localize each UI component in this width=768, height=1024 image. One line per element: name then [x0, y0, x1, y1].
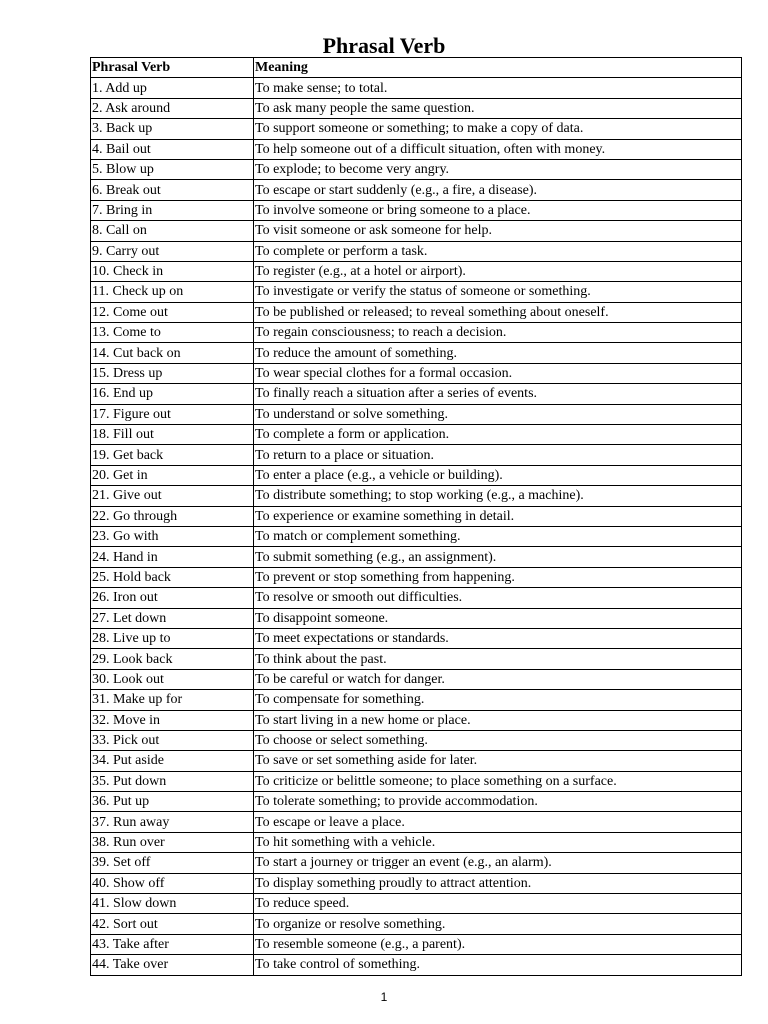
table-row: [91, 343, 742, 363]
table-row: [91, 384, 742, 404]
phrasal-verb-cell: 31. Make up for: [91, 690, 254, 710]
phrasal-verb-cell: 39. Set off: [91, 853, 254, 873]
phrasal-verb-cell: 9. Carry out: [91, 241, 254, 261]
meaning-cell: To start living in a new home or place.: [254, 710, 742, 730]
phrasal-verb-cell: 40. Show off: [91, 873, 254, 893]
table-row: [91, 730, 742, 750]
phrasal-verb-cell: 7. Bring in: [91, 200, 254, 220]
column-header-meaning: Meaning: [254, 58, 742, 78]
meaning-cell: To involve someone or bring someone to a place.: [254, 200, 742, 220]
phrasal-verb-cell: 5. Blow up: [91, 159, 254, 179]
meaning-cell: To investigate or verify the status of someone or something.: [254, 282, 742, 302]
table-row: [91, 486, 742, 506]
meaning-cell: To disappoint someone.: [254, 608, 742, 628]
table-row: [91, 282, 742, 302]
meaning-cell: To resemble someone (e.g., a parent).: [254, 934, 742, 954]
phrasal-verb-cell: 37. Run away: [91, 812, 254, 832]
table-body: [91, 78, 742, 975]
table-row: [91, 302, 742, 322]
phrasal-verb-cell: 35. Put down: [91, 771, 254, 791]
table-row: [91, 78, 742, 98]
table-row: [91, 425, 742, 445]
table-row: [91, 955, 742, 975]
phrasal-verb-cell: 19. Get back: [91, 445, 254, 465]
phrasal-verb-cell: 17. Figure out: [91, 404, 254, 424]
page-number: 1: [380, 990, 388, 1004]
column-header-phrasal-verb: Phrasal Verb: [91, 58, 254, 78]
table-row: [91, 649, 742, 669]
phrasal-verb-cell: 11. Check up on: [91, 282, 254, 302]
meaning-cell: To start a journey or trigger an event (e.g., an alarm).: [254, 853, 742, 873]
phrasal-verb-cell: 43. Take after: [91, 934, 254, 954]
table-row: [91, 894, 742, 914]
phrasal-verb-cell: 34. Put aside: [91, 751, 254, 771]
table-row: [91, 139, 742, 159]
meaning-cell: To compensate for something.: [254, 690, 742, 710]
meaning-cell: To escape or leave a place.: [254, 812, 742, 832]
table-row: [91, 792, 742, 812]
meaning-cell: To think about the past.: [254, 649, 742, 669]
phrasal-verb-cell: 36. Put up: [91, 792, 254, 812]
meaning-cell: To enter a place (e.g., a vehicle or building).: [254, 465, 742, 485]
phrasal-verb-cell: 2. Ask around: [91, 98, 254, 118]
meaning-cell: To be careful or watch for danger.: [254, 669, 742, 689]
meaning-cell: To organize or resolve something.: [254, 914, 742, 934]
meaning-cell: To ask many people the same question.: [254, 98, 742, 118]
phrasal-verb-cell: 28. Live up to: [91, 628, 254, 648]
phrasal-verb-cell: 25. Hold back: [91, 567, 254, 587]
meaning-cell: To meet expectations or standards.: [254, 628, 742, 648]
meaning-cell: To take control of something.: [254, 955, 742, 975]
table-row: [91, 628, 742, 648]
phrasal-verb-cell: 23. Go with: [91, 526, 254, 546]
phrasal-verb-cell: 41. Slow down: [91, 894, 254, 914]
phrasal-verb-cell: 27. Let down: [91, 608, 254, 628]
meaning-cell: To understand or solve something.: [254, 404, 742, 424]
meaning-cell: To register (e.g., at a hotel or airport).: [254, 261, 742, 281]
phrasal-verb-cell: 26. Iron out: [91, 588, 254, 608]
table-row: [91, 873, 742, 893]
table-row: [91, 241, 742, 261]
table-row: [91, 690, 742, 710]
phrasal-verb-cell: 1. Add up: [91, 78, 254, 98]
table-row: [91, 180, 742, 200]
meaning-cell: To help someone out of a difficult situation, often with money.: [254, 139, 742, 159]
table-row: [91, 588, 742, 608]
table-row: [91, 98, 742, 118]
table-row: [91, 221, 742, 241]
phrasal-verb-cell: 4. Bail out: [91, 139, 254, 159]
phrasal-verb-cell: 33. Pick out: [91, 730, 254, 750]
meaning-cell: To choose or select something.: [254, 730, 742, 750]
meaning-cell: To escape or start suddenly (e.g., a fire, a disease).: [254, 180, 742, 200]
meaning-cell: To complete or perform a task.: [254, 241, 742, 261]
phrasal-verb-cell: 15. Dress up: [91, 363, 254, 383]
table-row: [91, 119, 742, 139]
phrasal-verb-cell: 24. Hand in: [91, 547, 254, 567]
table-row: [91, 812, 742, 832]
meaning-cell: To be published or released; to reveal something about oneself.: [254, 302, 742, 322]
phrasal-verb-cell: 18. Fill out: [91, 425, 254, 445]
table-row: [91, 914, 742, 934]
table-row: [91, 526, 742, 546]
meaning-cell: To resolve or smooth out difficulties.: [254, 588, 742, 608]
table-row: [91, 608, 742, 628]
table-row: [91, 506, 742, 526]
meaning-cell: To tolerate something; to provide accommodation.: [254, 792, 742, 812]
meaning-cell: To save or set something aside for later.: [254, 751, 742, 771]
phrasal-verb-cell: 30. Look out: [91, 669, 254, 689]
table-row: [91, 465, 742, 485]
table-row: [91, 404, 742, 424]
phrasal-verb-cell: 42. Sort out: [91, 914, 254, 934]
meaning-cell: To distribute something; to stop working (e.g., a machine).: [254, 486, 742, 506]
phrasal-verb-cell: 32. Move in: [91, 710, 254, 730]
meaning-cell: To support someone or something; to make a copy of data.: [254, 119, 742, 139]
table-row: [91, 547, 742, 567]
phrasal-verb-cell: 14. Cut back on: [91, 343, 254, 363]
phrasal-verb-cell: 12. Come out: [91, 302, 254, 322]
phrasal-verb-cell: 22. Go through: [91, 506, 254, 526]
table-row: [91, 710, 742, 730]
meaning-cell: To criticize or belittle someone; to place something on a surface.: [254, 771, 742, 791]
meaning-cell: To reduce speed.: [254, 894, 742, 914]
phrasal-verb-cell: 44. Take over: [91, 955, 254, 975]
phrasal-verb-cell: 8. Call on: [91, 221, 254, 241]
page-title: Phrasal Verb: [322, 32, 446, 58]
phrasal-verb-cell: 13. Come to: [91, 323, 254, 343]
meaning-cell: To regain consciousness; to reach a decision.: [254, 323, 742, 343]
meaning-cell: To submit something (e.g., an assignment).: [254, 547, 742, 567]
table-row: [91, 832, 742, 852]
table-row: [91, 159, 742, 179]
meaning-cell: To wear special clothes for a formal occasion.: [254, 363, 742, 383]
table-row: [91, 934, 742, 954]
phrasal-verb-cell: 6. Break out: [91, 180, 254, 200]
meaning-cell: To hit something with a vehicle.: [254, 832, 742, 852]
phrasal-verb-cell: 16. End up: [91, 384, 254, 404]
meaning-cell: To finally reach a situation after a series of events.: [254, 384, 742, 404]
table-row: [91, 751, 742, 771]
table-row: [91, 669, 742, 689]
meaning-cell: To visit someone or ask someone for help.: [254, 221, 742, 241]
table-row: [91, 771, 742, 791]
meaning-cell: To prevent or stop something from happening.: [254, 567, 742, 587]
meaning-cell: To reduce the amount of something.: [254, 343, 742, 363]
meaning-cell: To display something proudly to attract attention.: [254, 873, 742, 893]
phrasal-verb-cell: 29. Look back: [91, 649, 254, 669]
meaning-cell: To complete a form or application.: [254, 425, 742, 445]
table-row: [91, 323, 742, 343]
table-row: [91, 363, 742, 383]
table-row: [91, 261, 742, 281]
phrasal-verb-cell: 38. Run over: [91, 832, 254, 852]
meaning-cell: To make sense; to total.: [254, 78, 742, 98]
meaning-cell: To explode; to become very angry.: [254, 159, 742, 179]
phrasal-verb-cell: 20. Get in: [91, 465, 254, 485]
phrasal-verb-cell: 3. Back up: [91, 119, 254, 139]
meaning-cell: To match or complement something.: [254, 526, 742, 546]
meaning-cell: To return to a place or situation.: [254, 445, 742, 465]
table-header-row: [91, 58, 742, 78]
meaning-cell: To experience or examine something in detail.: [254, 506, 742, 526]
phrasal-verb-cell: 10. Check in: [91, 261, 254, 281]
table-row: [91, 445, 742, 465]
phrasal-verb-cell: 21. Give out: [91, 486, 254, 506]
table-row: [91, 200, 742, 220]
phrasal-verb-table: [90, 57, 742, 976]
table-row: [91, 567, 742, 587]
table-row: [91, 853, 742, 873]
